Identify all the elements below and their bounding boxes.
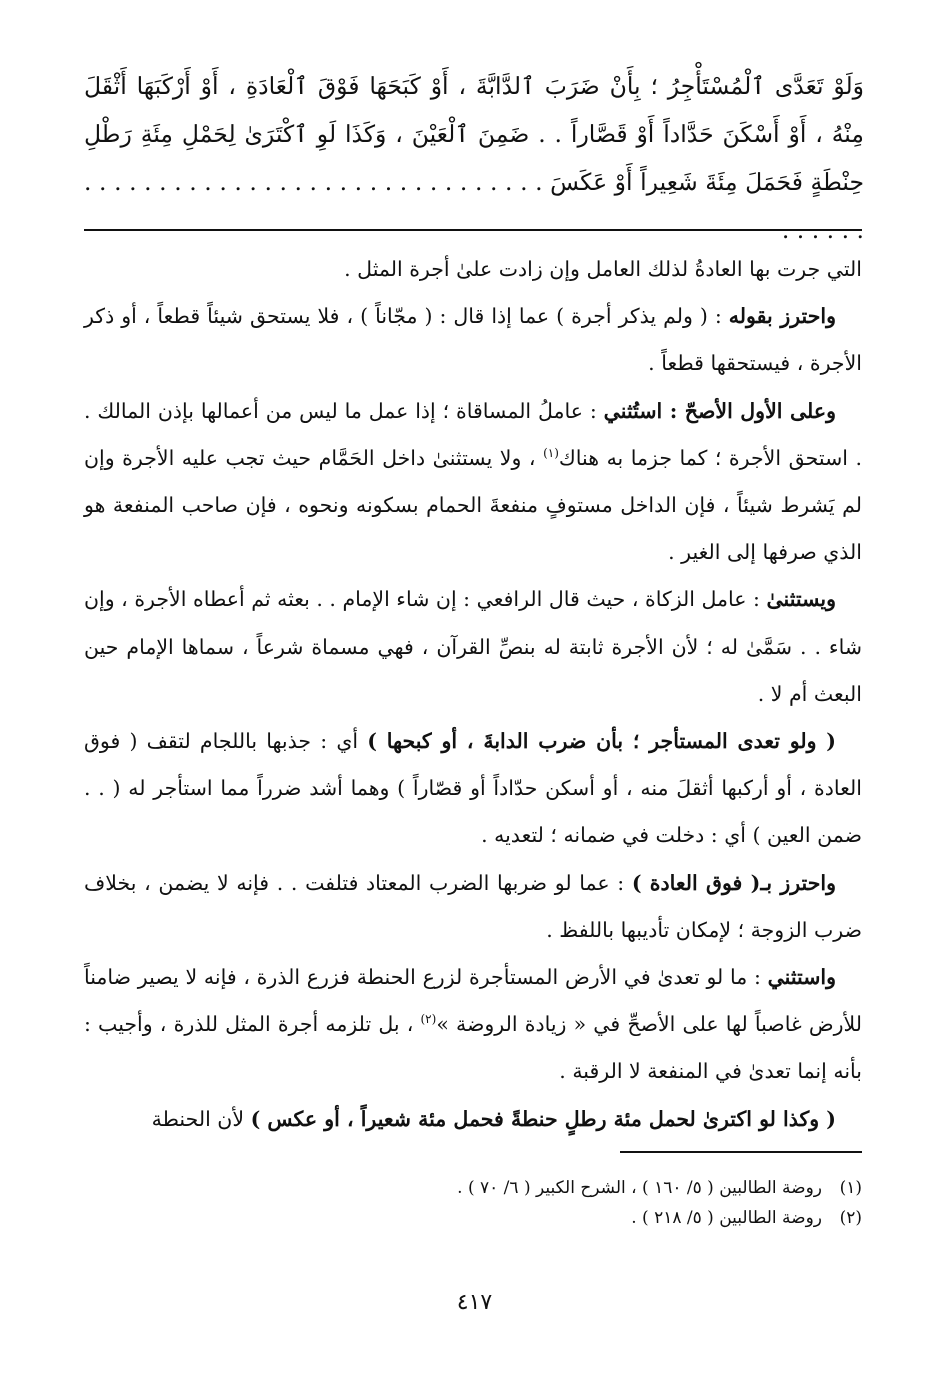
footnote-ref-1[interactable]: (١): [543, 445, 559, 460]
commentary-text: : ما لو تعدىٰ في الأرض المستأجرة لزرع الحنطة فزرع الذرة ، فإنه لا يصير ضامناً للأرض غاصباً لها على الأصحِّ في « زيادة الروضة »: [84, 965, 862, 1037]
text-divider: [84, 229, 862, 231]
footnotes: [84, 1173, 862, 1233]
commentary-text: : عما لو ضربها الضرب المعتاد فتلفت . . فإنه لا يضمن ، بخلاف ضرب الزوجة ؛ لإمكان تأديبها باللفظ .: [84, 870, 862, 942]
page-number: ٤١٧: [456, 1290, 493, 1315]
commentary-paragraph-7: [84, 954, 862, 1096]
commentary-text: : عامل الزكاة ، حيث قال الرافعي : إن شاء الإمام . . بعثه ثم أعطاه الأجرة ، وإن شاء . . سَمَّىٰ له ؛ لأن الأجرة ثابتة له بنصِّ القرآن ، فهي مسماة شرعاً ، سماها الإمام حين البعث أم لا .: [84, 587, 862, 706]
commentary-paragraph-5: [84, 718, 862, 860]
commentary-bold: واحترز بقوله: [728, 304, 836, 329]
footnote-text: روضة الطالبين ( ٥/ ١٦٠ ) ، الشرح الكبير ( ٦/ ٧٠ ) .: [457, 1178, 822, 1198]
main-text: [84, 62, 864, 254]
commentary: [84, 246, 862, 1143]
commentary-bold: ( وكذا لو اكترىٰ لحمل مئة رطلٍ حنطةً فحمل مئة شعيراً ، أو عكس ): [250, 1106, 836, 1131]
footnote-2: [84, 1203, 862, 1233]
commentary-bold: واستثني: [767, 965, 836, 990]
footnote-divider: [620, 1151, 862, 1153]
footnote-1: [84, 1173, 862, 1203]
commentary-bold: ويستثنىٰ: [766, 587, 836, 612]
commentary-bold: واحترز بـ( فوق العادة ): [631, 870, 836, 895]
commentary-text: ، بل تلزمه أجرة المثل للذرة ، وأجيب : بأنه إنما تعدىٰ في المنفعة لا الرقبة .: [84, 1012, 862, 1084]
commentary-paragraph-3: [84, 388, 862, 577]
commentary-paragraph-1: [84, 246, 862, 293]
commentary-paragraph-6: [84, 860, 862, 954]
commentary-bold: وعلى الأول الأصحّ : استُثني: [603, 398, 836, 423]
commentary-text: التي جرت بها العادةُ لذلك العامل وإن زادت علىٰ أجرة المثل .: [344, 257, 862, 281]
footnote-number: (١): [839, 1178, 862, 1198]
commentary-text: : ( ولم يذكر أجرة ) عما إذا قال : ( مجّاناً ) ، فلا يستحق شيئاً قطعاً ، أو ذكر الأجرة ، فيستحقها قطعاً .: [84, 304, 862, 376]
commentary-text: أي : جذبها باللجام لتقف ( فوق العادة ، أو أركبها أثقلَ منه ، أو أسكن حدّاداً أو قصّاراً ) وهما أشد ضرراً مما استأجر له ( . . ضمن العين ) أي : دخلت في ضمانه ؛ لتعديه .: [84, 729, 862, 848]
commentary-text: ، ولا يستثنىٰ داخل الحَمَّام حيث تجب عليه الأجرة وإن لم يَشرط شيئاً ، فإن الداخل مستوفٍ منفعةَ الحمام بسكونه ونحوه ، فإن صاحب المنفعة هو الذي صرفها إلى الغير .: [84, 445, 862, 565]
main-text-paragraph: وَلَوْ تَعَدَّى ٱلْمُسْتَأْجِرُ ؛ بِأَنْ ضَرَبَ ٱلدَّابَّةَ ، أَوْ كَبَحَهَا فَوْقَ ٱلْعَادَةِ ، أَوْ أَرْكَبَهَا أَثْقَلَ مِنْهُ ، أَوْ أَسْكَنَ حَدَّاداً أَوْ قَصَّاراً . . ضَمِنَ ٱلْعَيْنَ ، وَكَذَا لَوِ ٱكْتَرَىٰ لِحَمْلِ مِئَةِ رَطْلِ حِنْطَةٍ فَحَمَلَ مِئَةَ شَعِيراً أَوْ عَكَسَ . . . . . . . . . . . . . . . . . . . . . . . . . . . . . . . . . . . . .: [84, 72, 864, 244]
commentary-paragraph-8: [84, 1096, 862, 1143]
commentary-paragraph-4: [84, 576, 862, 718]
commentary-text: لأن الحنطة: [151, 1106, 251, 1131]
footnote-number: (٢): [839, 1208, 862, 1228]
footnote-text: روضة الطالبين ( ٥/ ٢١٨ ) .: [631, 1208, 822, 1228]
commentary-bold: ( ولو تعدى المستأجر ؛ بأن ضرب الدابةَ ، أو كبحها ): [367, 729, 836, 754]
commentary-paragraph-2: [84, 293, 862, 387]
commentary-text: : عاملُ المساقاة ؛ إذا عمل ما ليس من أعمالها بإذن المالك . . استحق الأجرة ؛ كما جزما به هناك: [84, 398, 862, 470]
footnote-ref-2[interactable]: (٢): [420, 1012, 437, 1027]
